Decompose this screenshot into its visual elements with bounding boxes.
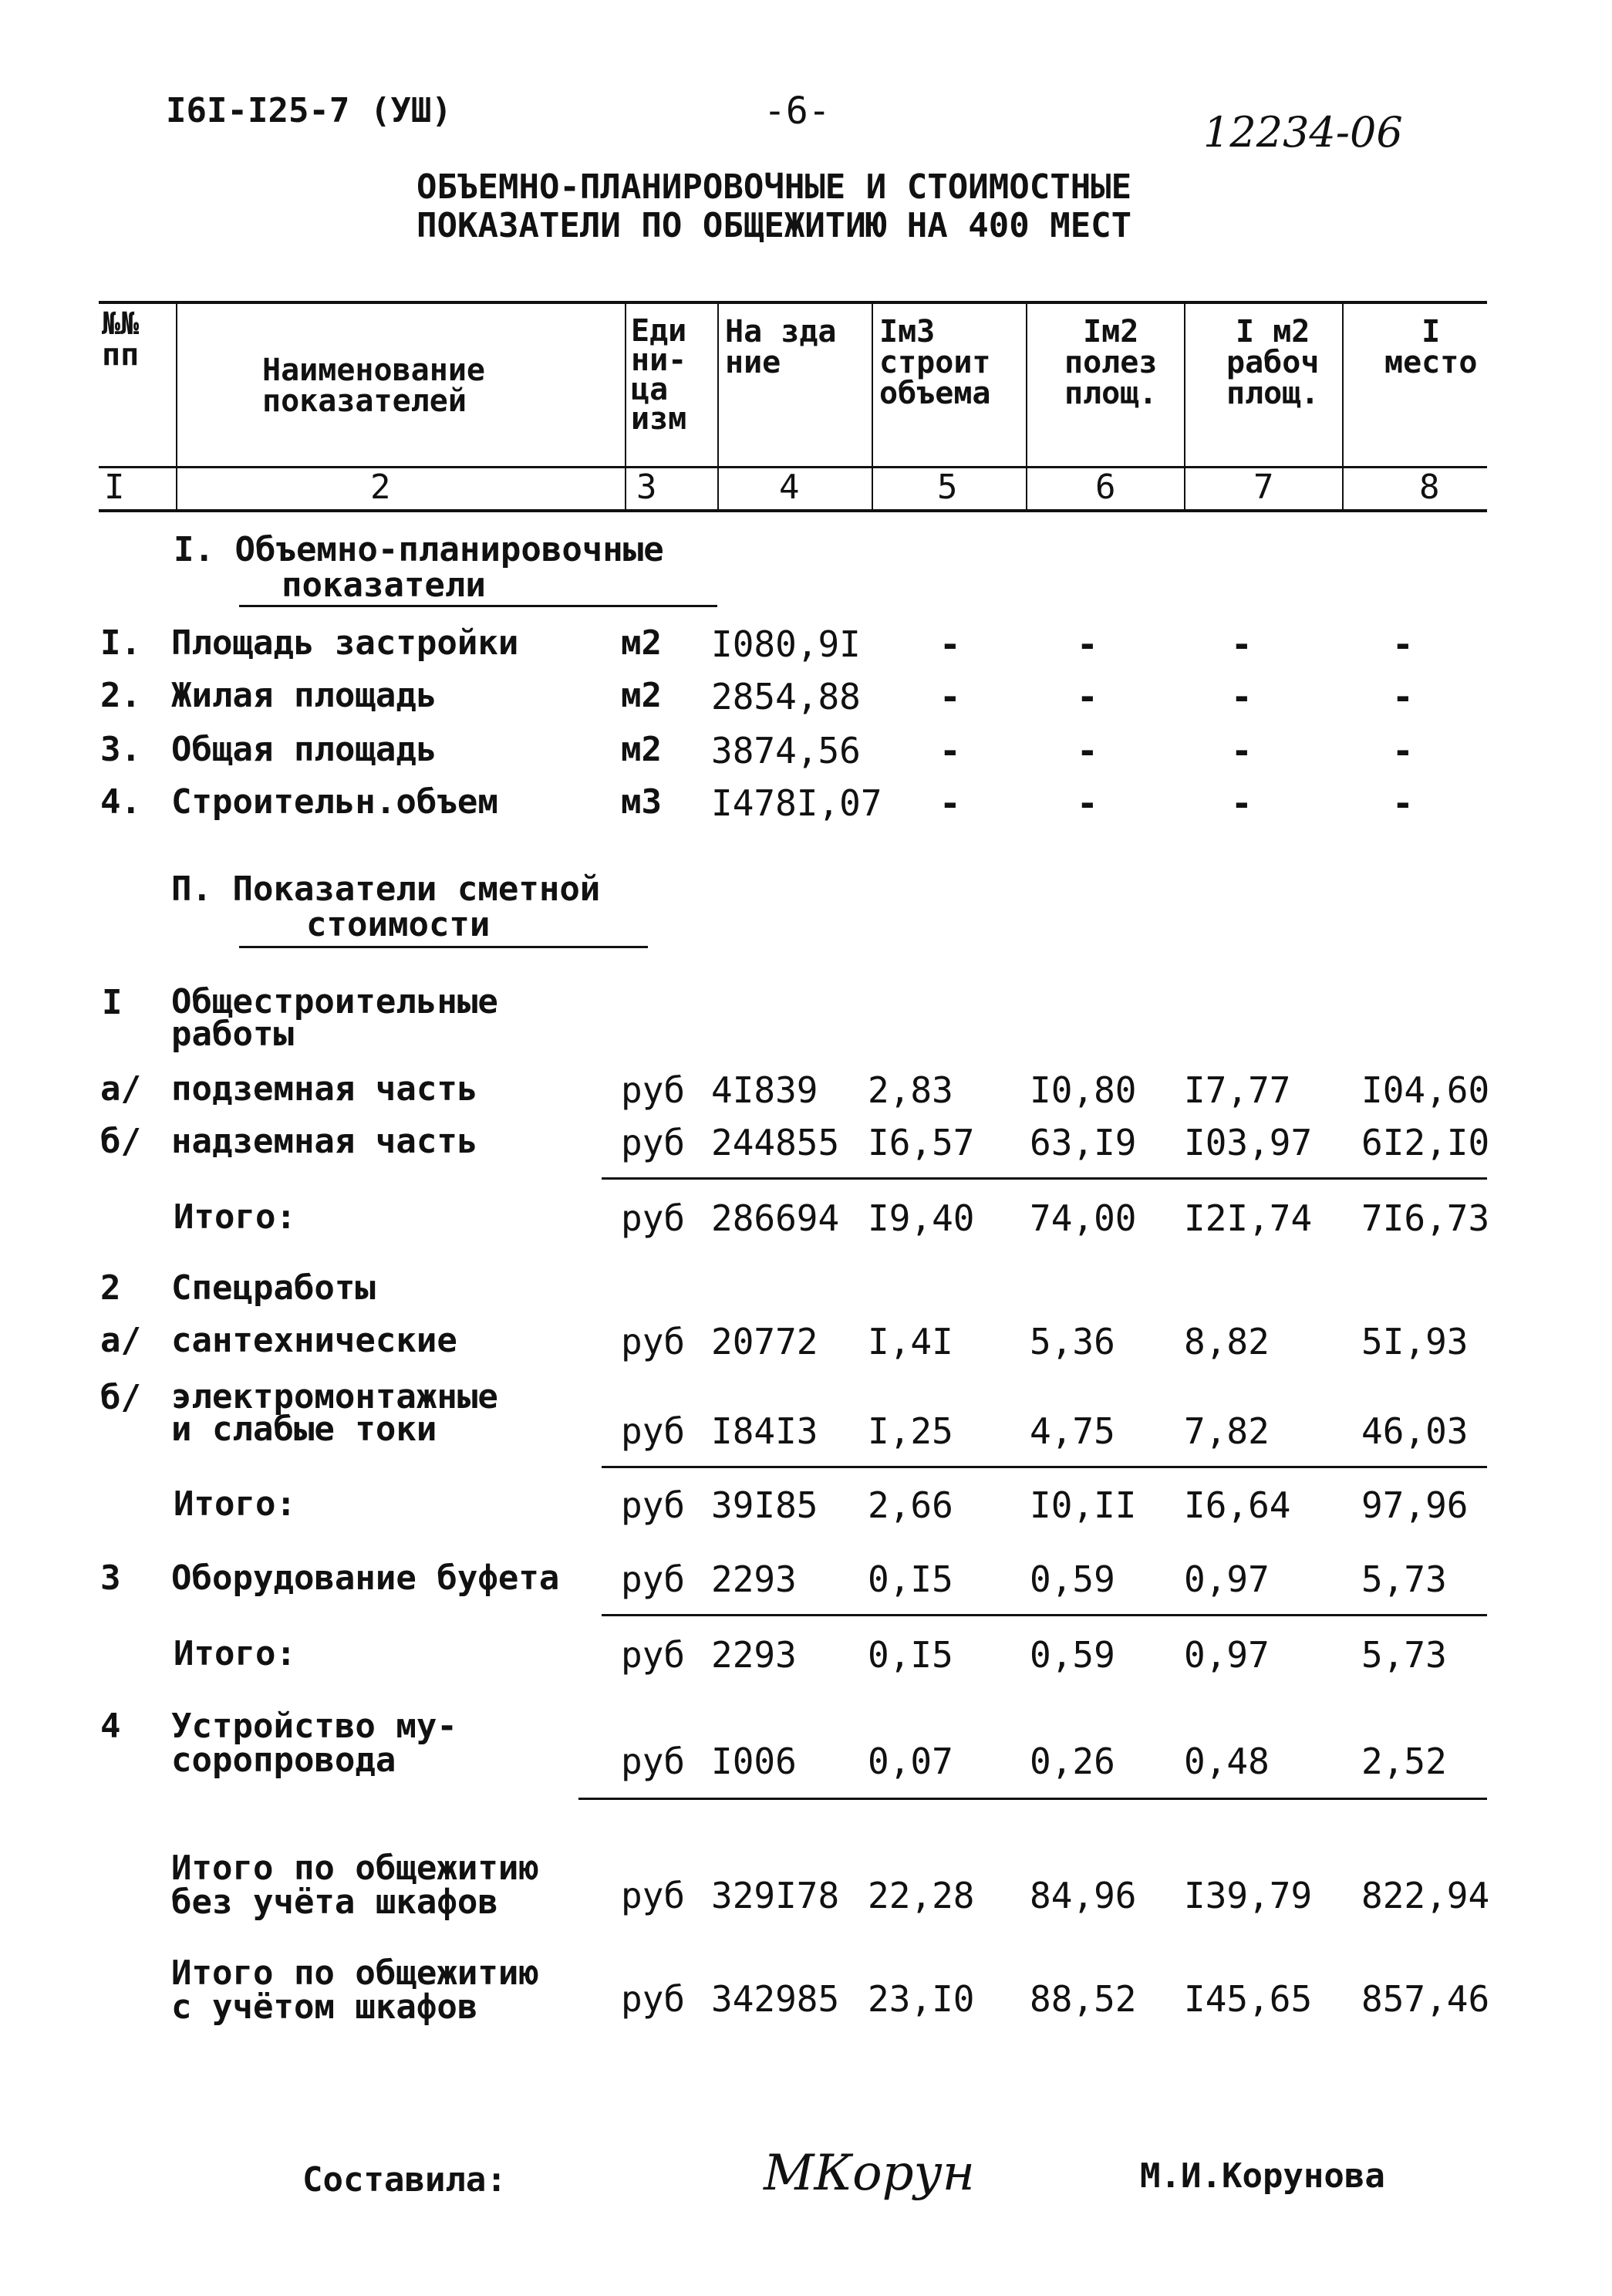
col-number-8: 8 bbox=[1419, 468, 1440, 507]
signature: МКорун bbox=[764, 2145, 975, 2202]
compiler-name: М.И.Корунова bbox=[1140, 2156, 1385, 2196]
group-2-number: 2 bbox=[100, 1268, 121, 1308]
group-2-name: Спецработы bbox=[171, 1268, 376, 1308]
page-number: -6- bbox=[764, 89, 831, 133]
col-divider-7 bbox=[1342, 301, 1344, 509]
group-1-name: Общестроительные работы bbox=[171, 982, 498, 1054]
section-1-underline bbox=[239, 605, 717, 607]
col-number-4: 4 bbox=[779, 468, 800, 507]
section-2-underline bbox=[239, 946, 648, 948]
title-line-2: ПОКАЗАТЕЛИ ПО ОБЩЕЖИТИЮ НА 400 МЕСТ bbox=[416, 206, 1132, 245]
header-col-2: Наименование показателей bbox=[262, 353, 485, 419]
group-3-total-rule bbox=[602, 1614, 1487, 1616]
compiled-by-label: Составила: bbox=[302, 2160, 507, 2200]
col-divider-2 bbox=[625, 301, 626, 509]
group-1-number: I bbox=[102, 983, 123, 1022]
group-2-total-rule bbox=[602, 1466, 1487, 1468]
group-1-total-rule bbox=[602, 1177, 1487, 1180]
col-divider-5 bbox=[1026, 301, 1027, 509]
col-number-1: I bbox=[104, 468, 125, 507]
col-divider-1 bbox=[176, 301, 177, 509]
header-col-1: №№ пп bbox=[102, 306, 140, 373]
handwritten-number: 12234-06 bbox=[1203, 108, 1403, 157]
header-col-5: Iм3 строит объема bbox=[879, 314, 991, 411]
header-col-7: I м2 рабоч площ. bbox=[1226, 314, 1320, 411]
page-title bbox=[416, 168, 1131, 245]
col-divider-4 bbox=[872, 301, 873, 509]
section-2-title: П. Показатели сметной стоимости bbox=[171, 869, 601, 944]
col-number-7: 7 bbox=[1253, 468, 1274, 507]
table-numbers-rule bbox=[99, 509, 1487, 512]
section-1-title: I. Объемно-планировочные показатели bbox=[174, 530, 664, 605]
col-number-3: 3 bbox=[636, 468, 657, 507]
col-number-6: 6 bbox=[1095, 468, 1116, 507]
document-code: I6I-I25-7 (УШ) bbox=[166, 91, 452, 130]
header-col-6: Iм2 полез площ. bbox=[1064, 314, 1158, 411]
col-divider-3 bbox=[717, 301, 719, 509]
col-number-5: 5 bbox=[937, 468, 958, 507]
col-divider-6 bbox=[1184, 301, 1185, 509]
header-col-4: На зда ние bbox=[725, 314, 837, 380]
header-col-3: Еди ни- ца изм bbox=[631, 313, 687, 437]
title-line-1: ОБЪЕМНО-ПЛАНИРОВОЧНЫЕ И СТОИМОСТНЫЕ bbox=[416, 167, 1132, 207]
header-col-8: I место bbox=[1384, 314, 1478, 380]
col-number-2: 2 bbox=[370, 468, 391, 507]
group-4-total-rule bbox=[578, 1798, 1487, 1800]
table-top-rule bbox=[99, 301, 1487, 304]
